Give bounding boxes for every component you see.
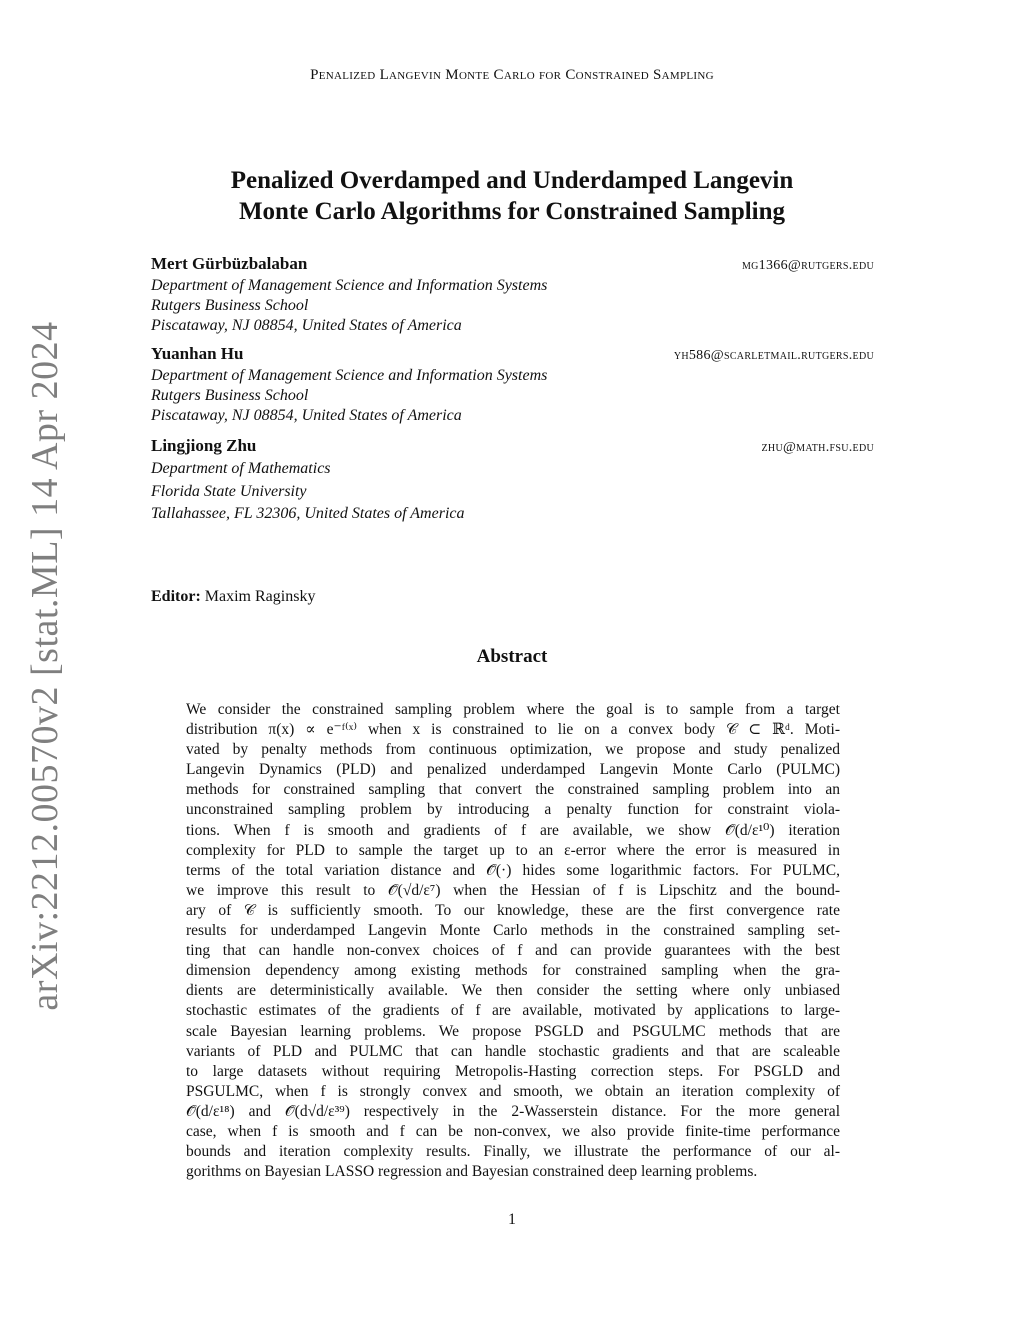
author-affiliation-line: Florida State University — [151, 482, 307, 500]
author-block — [151, 436, 874, 526]
abstract-line: distribution π(x) ∝ e⁻ᶠ⁽ˣ⁾ when x is constrained to lie on a convex body 𝒞 ⊂ ℝᵈ. Moti- — [186, 721, 840, 739]
abstract-line: to large datasets without requiring Metropolis-Hasting correction steps. For PSGLD and — [186, 1062, 840, 1080]
abstract-line: Langevin Dynamics (PLD) and penalized underdamped Langevin Monte Carlo (PULMC) — [186, 761, 840, 779]
author-name: Mert Gürbüzbalaban — [151, 254, 308, 273]
abstract-line: ting that can handle non-convex choices of f and can provide guarantees with the best — [186, 942, 840, 960]
author-name: Yuanhan Hu — [151, 344, 244, 363]
author-block — [151, 344, 874, 426]
author-email[interactable]: zhu@math.fsu.edu — [761, 440, 874, 455]
author-affiliation-line: Rutgers Business School — [151, 297, 309, 314]
abstract-line: PSGULMC, when f is strongly convex and smooth, we obtain an iteration complexity of — [186, 1082, 840, 1100]
author-affiliation-line: Department of Management Science and Information Systems — [151, 277, 548, 294]
author-affiliation-line: Piscataway, NJ 08854, United States of America — [151, 317, 462, 334]
editor-label: Editor: — [151, 588, 201, 605]
abstract-line: unconstrained sampling problem by introducing a penalty function for constraint viola- — [186, 801, 840, 819]
abstract-line: scale Bayesian learning problems. We propose PSGLD and PSGULMC methods that are — [186, 1022, 840, 1040]
author-name: Lingjiong Zhu — [151, 436, 257, 455]
abstract-line: stochastic estimates of the gradients of f are available, motivated by applications to large- — [186, 1002, 840, 1020]
author-block — [151, 254, 874, 336]
author-email[interactable]: mg1366@rutgers.edu — [741, 258, 874, 273]
author-affiliation-line: Department of Management Science and Information Systems — [151, 367, 548, 384]
abstract-line: vated by penalty methods from continuous optimization, we propose and study penalized — [186, 741, 840, 759]
abstract-line: ary of 𝒞 is sufficiently smooth. To our knowledge, these are the first convergence rate — [186, 901, 840, 919]
author-affiliation-line: Department of Mathematics — [151, 460, 331, 477]
abstract-line: bounds and iteration complexity results. Finally, we illustrate the performance of our al- — [186, 1143, 840, 1161]
author-affiliation-line: Rutgers Business School — [151, 387, 309, 404]
editor-line — [151, 588, 315, 606]
abstract-line: gorithms on Bayesian LASSO regression and Bayesian constrained deep learning problems. — [186, 1163, 758, 1181]
abstract-line: methods for constrained sampling that convert the constrained sampling problem into an — [186, 781, 840, 799]
abstract-body — [186, 700, 840, 1182]
abstract-line: terms of the total variation distance and 𝒪̃(·) hides some logarithmic factors. For PULMC, — [186, 861, 840, 879]
abstract-line: complexity for PLD to sample the target up to an ε-error where the error is measured in — [186, 841, 840, 859]
abstract-line: results for underdamped Langevin Monte Carlo methods in the constrained sampling set- — [186, 922, 840, 940]
abstract-line: dimension dependency among existing methods for constrained sampling when the gra- — [186, 962, 840, 980]
arxiv-identifier-stamp: arXiv:2212.00570v2 [stat.ML] 14 Apr 2024 — [24, 321, 66, 1011]
abstract-line: variants of PLD and PULMC that can handle stochastic gradients and that are scaleable — [186, 1042, 840, 1060]
abstract-line: case, when f is smooth and f can be non-convex, we also provide finite-time performance — [186, 1122, 840, 1140]
paper-title — [0, 165, 1024, 227]
editor-name: Maxim Raginsky — [204, 588, 316, 605]
author-email[interactable]: yh586@scarletmail.rutgers.edu — [673, 348, 874, 363]
page-number: 1 — [508, 1211, 516, 1228]
author-affiliation-line: Piscataway, NJ 08854, United States of America — [151, 407, 462, 424]
abstract-line: We consider the constrained sampling problem where the goal is to sample from a target — [186, 701, 840, 718]
abstract-line: tions. When f is smooth and gradients of f are available, we show 𝒪̃(d/ε¹⁰) iteration — [186, 821, 840, 839]
abstract-heading: Abstract — [476, 646, 548, 667]
abstract-line: 𝒪̃(d/ε¹⁸) and 𝒪̃(d√d/ε³⁹) respectively in the 2-Wasserstein distance. For the more general — [186, 1102, 840, 1120]
paper-title-line-1: Penalized Overdamped and Underdamped Langevin — [230, 167, 794, 194]
abstract-line: we improve this result to 𝒪̃(√d/ε⁷) when the Hessian of f is Lipschitz and the bound- — [186, 881, 840, 899]
abstract-line: dients are deterministically available. We then consider the setting where only unbiased — [186, 982, 840, 1000]
author-affiliation-line: Tallahassee, FL 32306, United States of America — [151, 505, 465, 522]
paper-title-line-2: Monte Carlo Algorithms for Constrained Sampling — [238, 198, 786, 225]
running-header: Penalized Langevin Monte Carlo for Constrained Sampling — [310, 67, 714, 83]
